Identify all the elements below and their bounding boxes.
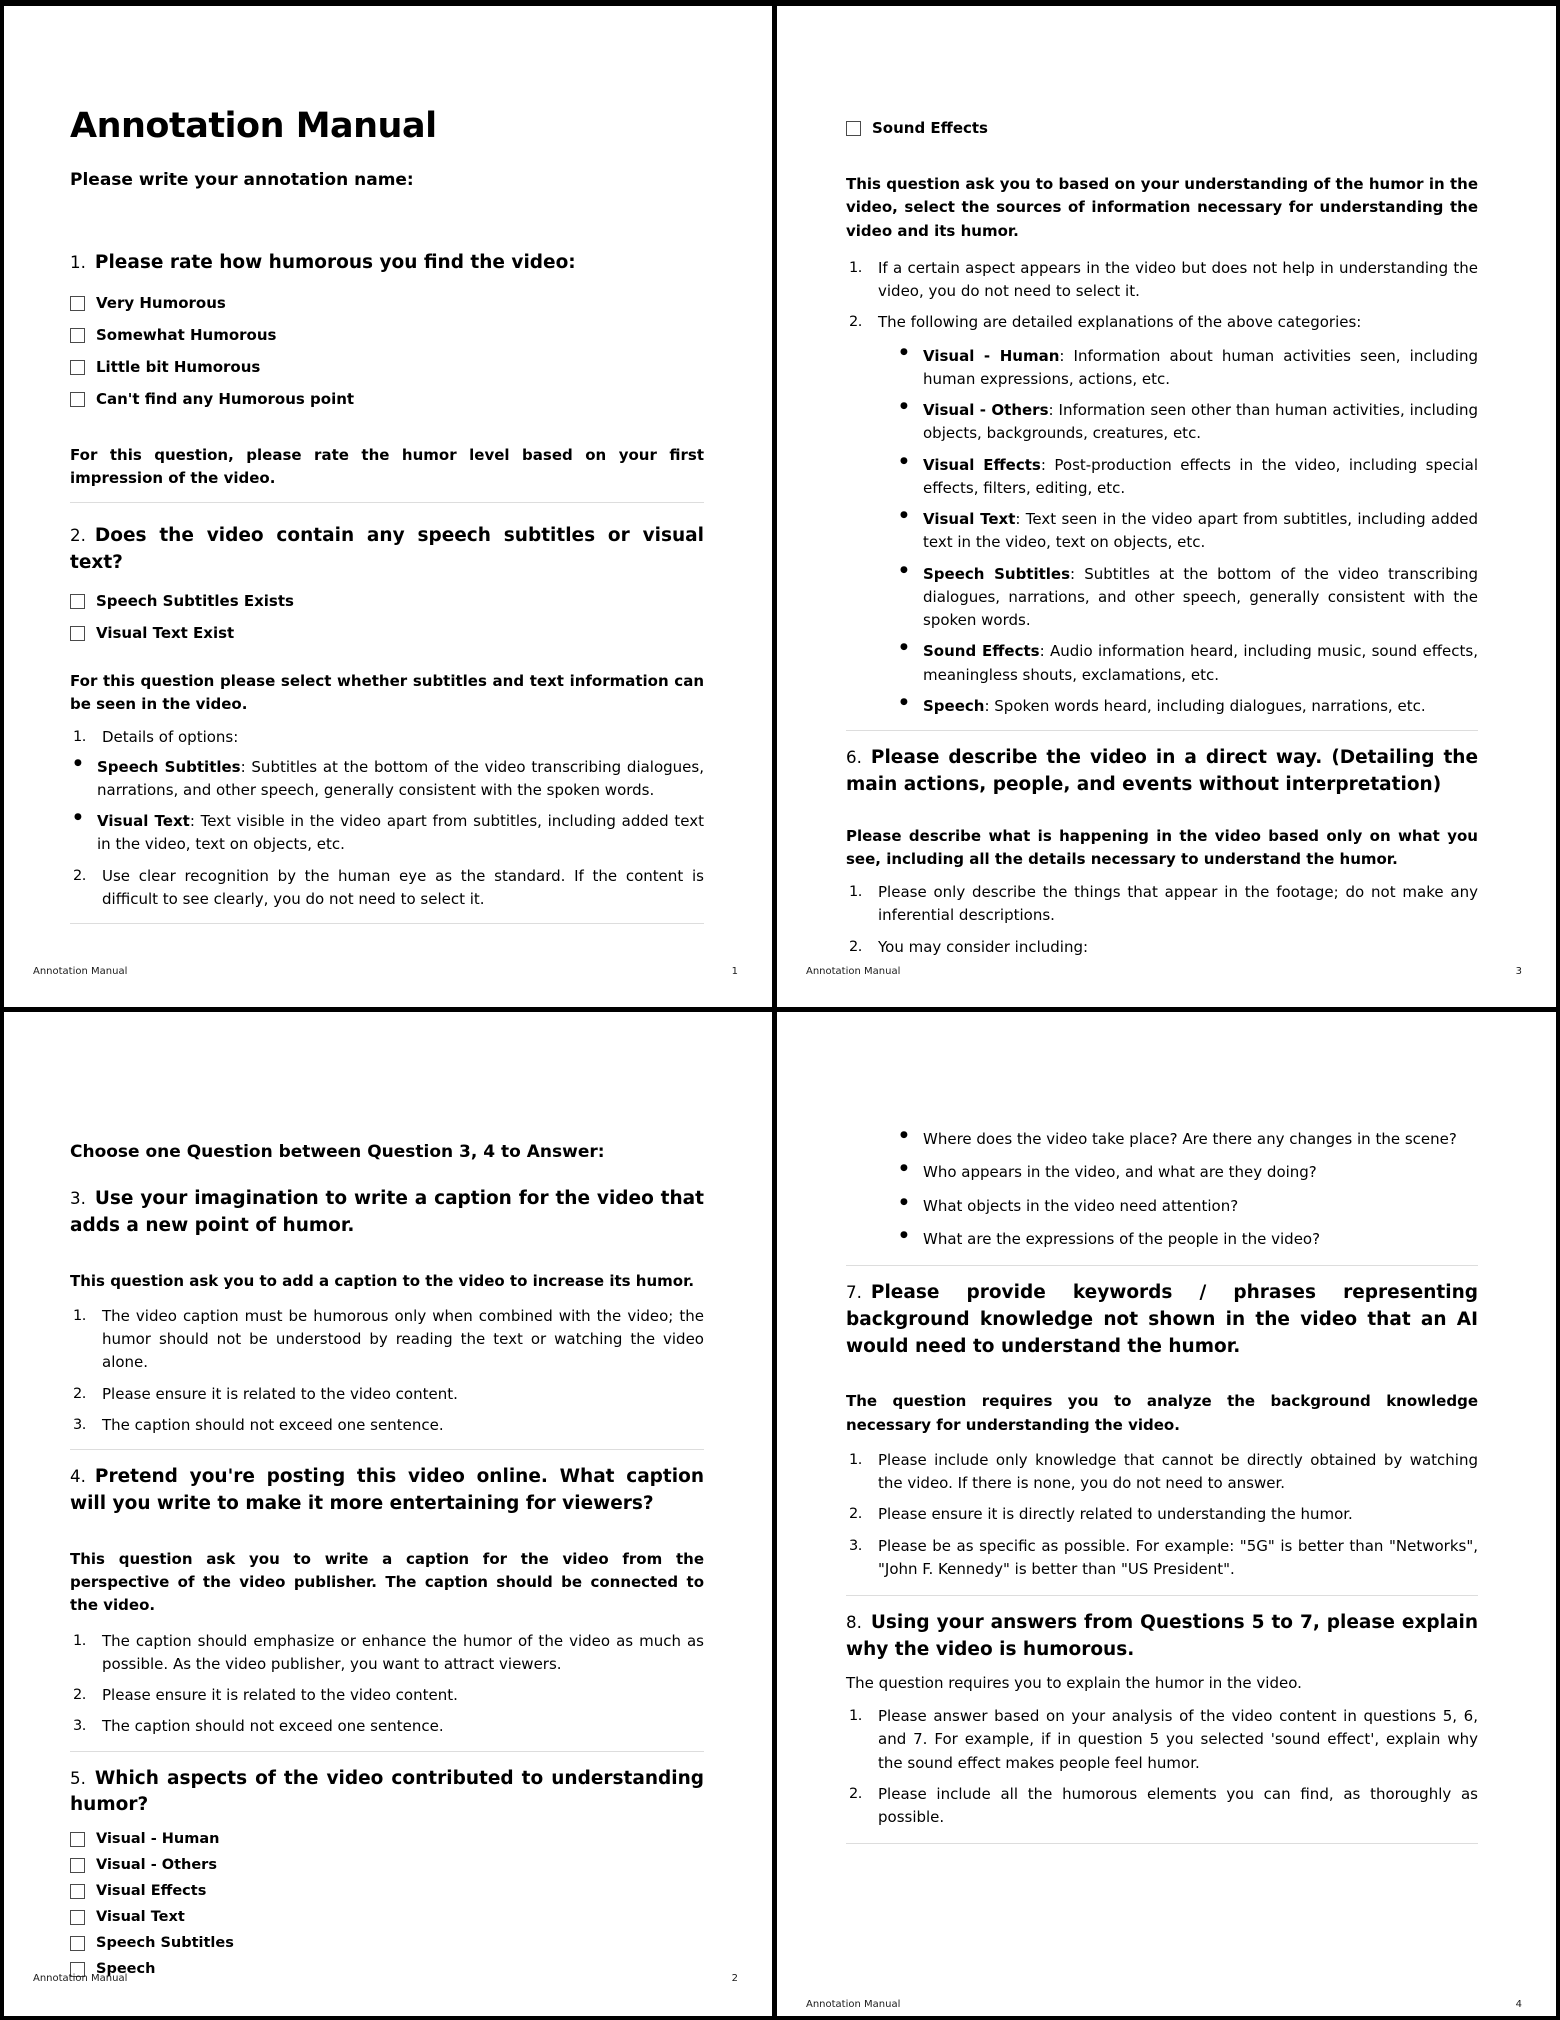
checkbox-option-visual-human[interactable] xyxy=(70,1829,704,1849)
checkbox-label: Can't find any Humorous point xyxy=(96,389,355,408)
bullet-term: Speech xyxy=(923,696,985,715)
item-text: You may consider including: xyxy=(878,937,1089,956)
bullet-icon: ● xyxy=(900,401,908,411)
bullet-item xyxy=(70,810,704,857)
question-text: Use your imagination to write a caption for the video that adds a new point of humor. xyxy=(70,1188,704,1236)
numbered-item xyxy=(70,1305,704,1375)
question-number: 6. xyxy=(846,748,862,767)
numbered-item xyxy=(846,1449,1478,1496)
question-3-note: This question ask you to add a caption to the video to increase its humor. xyxy=(70,1271,695,1290)
item-number: 1. xyxy=(73,1307,86,1324)
question-4-heading xyxy=(70,1464,704,1518)
bullet-item xyxy=(896,563,1478,633)
bullet-text: What objects in the video need attention? xyxy=(923,1196,1239,1215)
item-text: Please be as specific as possible. For example: "5G" is better than "Networks", "John F. Kennedy" is better than "US President". xyxy=(878,1536,1478,1578)
question-text: Pretend you're posting this video online. What caption will you write to make it more entertaining for viewers? xyxy=(70,1466,704,1514)
bullet-item xyxy=(896,640,1478,687)
item-text: Please include all the humorous elements you can find, as thoroughly as possible. xyxy=(878,1784,1478,1827)
checkbox-option-visual-text-exist[interactable] xyxy=(70,623,704,644)
footer-title: Annotation Manual xyxy=(806,1999,901,2010)
item-text: The caption should not exceed one sentence. xyxy=(102,1717,444,1736)
bullet-term: Visual Effects xyxy=(923,455,1041,474)
numbered-item xyxy=(70,726,704,749)
item-text: The caption should emphasize or enhance the humor of the video as much as possible. As the video publisher, you want to attract viewers. xyxy=(102,1631,704,1673)
bullet-icon: ● xyxy=(900,1229,908,1240)
checkbox-icon[interactable] xyxy=(70,360,85,375)
bullet-term: Visual - Others xyxy=(923,401,1049,419)
annotation-name-prompt: Please write your annotation name: xyxy=(70,170,414,190)
checkbox-icon[interactable] xyxy=(70,392,85,407)
page-1 xyxy=(4,6,772,1007)
question-number: 5. xyxy=(70,1768,86,1788)
bullet-term: Visual Text xyxy=(923,510,1016,528)
question-6-heading xyxy=(846,745,1478,799)
bullet-desc: : Text seen in the video apart from subtitles, including added text in the video, text on objects, etc. xyxy=(923,510,1478,552)
page-number: 1 xyxy=(731,966,738,977)
page-footer xyxy=(33,966,742,977)
bullet-item xyxy=(896,1128,1478,1151)
item-number: 1. xyxy=(73,729,86,746)
bullet-item xyxy=(70,756,704,803)
bullet-item xyxy=(896,1228,1478,1251)
item-number: 1. xyxy=(849,1708,862,1725)
checkbox-label: Sound Effects xyxy=(872,119,988,137)
divider xyxy=(70,502,704,503)
consider-bullet-list xyxy=(896,1128,1478,1251)
numbered-item xyxy=(846,1503,1478,1526)
item-number: 2. xyxy=(73,867,86,884)
bullet-icon: ● xyxy=(74,812,82,823)
bullet-icon: ● xyxy=(900,510,908,520)
checkbox-icon[interactable] xyxy=(70,1858,85,1873)
bullet-desc: : Audio information heard, including music, sound effects, meaningless shouts, exclamations, etc. xyxy=(923,642,1478,684)
divider xyxy=(846,1843,1478,1844)
bullet-icon: ● xyxy=(900,564,908,575)
divider xyxy=(846,1265,1478,1266)
footer-title: Annotation Manual xyxy=(33,966,128,977)
question-8-note: The question requires you to explain the humor in the video. xyxy=(846,1673,1302,1692)
numbered-item xyxy=(70,1630,704,1677)
numbered-item xyxy=(846,936,1478,959)
item-number: 2. xyxy=(849,1785,862,1802)
page-footer xyxy=(33,1973,742,1984)
checkbox-label: Very Humorous xyxy=(96,293,226,312)
item-number: 1. xyxy=(73,1632,86,1649)
page-title: Annotation Manual xyxy=(70,106,437,146)
page-number: 3 xyxy=(1515,966,1522,977)
item-number: 1. xyxy=(849,884,862,901)
bullet-term: Sound Effects xyxy=(923,642,1040,661)
numbered-item xyxy=(70,1414,704,1437)
item-number: 3. xyxy=(73,1416,86,1433)
bullet-item xyxy=(896,345,1478,392)
bullet-term: Speech Subtitles xyxy=(97,757,241,776)
bullet-term: Visual Text xyxy=(97,812,190,831)
item-text: Please ensure it is related to the video content. xyxy=(102,1686,458,1704)
checkbox-option-somewhat-humorous[interactable] xyxy=(70,325,704,346)
checkbox-label: Visual - Others xyxy=(96,1857,217,1874)
item-number: 2. xyxy=(849,1506,862,1523)
item-text: Please only describe the things that appear in the footage; do not make any inferential descriptions. xyxy=(878,883,1478,925)
checkbox-icon[interactable] xyxy=(70,1884,85,1899)
page-2 xyxy=(4,1012,772,2016)
item-number: 3. xyxy=(849,1537,862,1554)
checkbox-option-speech-subtitles-exists[interactable] xyxy=(70,591,704,612)
checkbox-option-visual-others[interactable] xyxy=(70,1855,704,1875)
item-text: Please ensure it is related to the video content. xyxy=(102,1384,458,1403)
page-3 xyxy=(777,6,1556,1007)
category-bullet-list xyxy=(896,345,1478,719)
divider xyxy=(70,1449,704,1450)
checkbox-icon[interactable] xyxy=(70,1936,85,1951)
checkbox-label: Visual Text Exist xyxy=(96,623,235,642)
checkbox-icon[interactable] xyxy=(70,594,85,609)
checkbox-label: Visual - Human xyxy=(96,1831,220,1848)
bullet-item xyxy=(896,1161,1478,1184)
bullet-desc: : Subtitles at the bottom of the video transcribing dialogues, narrations, and other speech, generally consistent with the spoken words. xyxy=(97,757,704,799)
chooser-instruction: Choose one Question between Question 3, 4 to Answer: xyxy=(70,1142,605,1162)
numbered-item xyxy=(70,1715,704,1738)
numbered-item xyxy=(70,1684,704,1707)
item-text: Use clear recognition by the human eye as the standard. If the content is difficult to see clearly, you do not need to select it. xyxy=(102,866,704,908)
question-5-heading xyxy=(70,1766,704,1820)
numbered-item xyxy=(70,865,704,912)
question-2-heading xyxy=(70,523,704,577)
bullet-term: Speech Subtitles xyxy=(923,564,1071,583)
item-number: 2. xyxy=(73,1385,86,1402)
question-4-note: This question ask you to write a caption for the video from the perspective of the video publisher. The caption should be connected to the video. xyxy=(70,1549,704,1615)
page-4 xyxy=(777,1012,1556,2016)
bullet-item xyxy=(896,399,1478,446)
numbered-item xyxy=(846,1783,1478,1830)
question-text: Which aspects of the video contributed to understanding humor? xyxy=(70,1767,704,1816)
question-7-note: The question requires you to analyze the background knowledge necessary for understanding the video. xyxy=(846,1392,1478,1434)
bullet-icon: ● xyxy=(900,455,908,466)
bullet-icon: ● xyxy=(900,642,908,653)
item-text: Please include only knowledge that cannot be directly obtained by watching the video. If there is none, you do not need to answer. xyxy=(878,1450,1478,1493)
checkbox-label: Speech Subtitles Exists xyxy=(96,591,294,610)
bullet-term: Visual - Human xyxy=(923,346,1060,365)
question-3-heading xyxy=(70,1186,704,1240)
question-text: Please provide keywords / phrases representing background knowledge not shown in the video that an AI would need to understand the humor. xyxy=(846,1282,1478,1357)
checkbox-option-visual-text[interactable] xyxy=(70,1907,704,1927)
divider xyxy=(70,923,704,924)
question-2-note: For this question please select whether subtitles and text information can be seen in the video. xyxy=(70,671,704,714)
checkbox-option-sound-effects[interactable] xyxy=(846,118,1478,139)
item-text: Please ensure it is directly related to understanding the humor. xyxy=(878,1505,1353,1524)
checkbox-option-cant-find-humorous-point[interactable] xyxy=(70,389,704,410)
bullet-desc: : Information seen other than human activities, including objects, backgrounds, creatures, etc. xyxy=(923,401,1478,443)
bullet-text: Where does the video take place? Are there any changes in the scene? xyxy=(923,1130,1457,1148)
item-text: The caption should not exceed one sentence. xyxy=(102,1415,444,1434)
question-number: 3. xyxy=(70,1189,86,1208)
numbered-item xyxy=(846,257,1478,304)
question-2-options xyxy=(70,591,704,644)
checkbox-option-visual-effects[interactable] xyxy=(70,1881,704,1901)
bullet-icon: ● xyxy=(900,1196,908,1207)
bullet-item xyxy=(896,1195,1478,1218)
page-footer xyxy=(806,966,1526,977)
divider xyxy=(70,1751,704,1752)
item-number: 3. xyxy=(73,1718,86,1735)
question-number: 7. xyxy=(846,1283,862,1302)
question-text: Using your answers from Questions 5 to 7, please explain why the video is humorous. xyxy=(846,1612,1478,1660)
item-text: Please answer based on your analysis of the video content in questions 5, 6, and 7. For example, if in question 5 you selected 'sound effect', explain why the sound effect makes people feel humor. xyxy=(878,1707,1478,1772)
item-number: 2. xyxy=(849,314,862,331)
checkbox-label: Somewhat Humorous xyxy=(96,325,277,344)
item-number: 1. xyxy=(849,1451,862,1468)
question-7-heading xyxy=(846,1280,1478,1360)
numbered-item xyxy=(70,1383,704,1406)
bullet-desc: : Information about human activities seen, including human expressions, actions, etc. xyxy=(923,346,1478,388)
question-number: 8. xyxy=(846,1613,862,1633)
question-5-intro-note: This question ask you to based on your understanding of the humor in the video, select the sources of information necessary for understanding the video and its humor. xyxy=(846,175,1478,240)
item-text: The following are detailed explanations of the above categories: xyxy=(878,313,1362,332)
question-5-options xyxy=(70,1829,704,1979)
item-number: 2. xyxy=(849,938,862,955)
question-8-heading xyxy=(846,1610,1478,1664)
checkbox-label: Visual Effects xyxy=(96,1883,207,1900)
checkbox-icon[interactable] xyxy=(70,1832,85,1847)
divider xyxy=(846,1595,1478,1596)
question-6-note: Please describe what is happening in the video based only on what you see, including all the details necessary to understand the humor. xyxy=(846,826,1478,868)
numbered-item xyxy=(846,311,1478,334)
numbered-item xyxy=(846,881,1478,928)
numbered-item xyxy=(846,1705,1478,1775)
checkbox-icon[interactable] xyxy=(70,1910,85,1925)
item-text: Details of options: xyxy=(102,728,239,747)
bullet-text: Who appears in the video, and what are they doing? xyxy=(923,1163,1317,1182)
page-footer xyxy=(806,1999,1526,2010)
bullet-icon: ● xyxy=(900,346,908,357)
page-number: 2 xyxy=(731,1973,738,1984)
footer-title: Annotation Manual xyxy=(806,966,901,977)
bullet-icon: ● xyxy=(74,757,82,768)
question-number: 1. xyxy=(70,253,86,272)
checkbox-icon[interactable] xyxy=(846,121,861,136)
bullet-desc: : Text visible in the video apart from subtitles, including added text in the video, text on objects, etc. xyxy=(97,812,705,854)
checkbox-option-very-humorous[interactable] xyxy=(70,293,704,314)
checkbox-label: Visual Text xyxy=(96,1909,185,1926)
bullet-item xyxy=(896,508,1478,555)
page-number: 4 xyxy=(1515,1999,1522,2010)
bullet-desc: : Post-production effects in the video, including special effects, filters, editing, etc. xyxy=(923,455,1478,497)
bullet-desc: : Spoken words heard, including dialogues, narrations, etc. xyxy=(984,696,1426,715)
bullet-icon: ● xyxy=(900,1163,908,1174)
checkbox-option-speech-subtitles[interactable] xyxy=(70,1933,704,1953)
bullet-item xyxy=(896,695,1478,718)
question-number: 2. xyxy=(70,526,86,546)
question-1-note: For this question, please rate the humor level based on your first impression of the video. xyxy=(70,445,704,488)
bullet-icon: ● xyxy=(900,696,908,707)
question-1-options xyxy=(70,293,704,410)
item-text: The video caption must be humorous only when combined with the video; the humor should not be understood by reading the text or watching the video alone. xyxy=(102,1306,704,1372)
item-text: If a certain aspect appears in the video but does not help in understanding the video, you do not need to select it. xyxy=(878,258,1478,300)
checkbox-icon[interactable] xyxy=(70,328,85,343)
question-text: Does the video contain any speech subtitles or visual text? xyxy=(70,525,704,574)
checkbox-label: Little bit Humorous xyxy=(96,357,261,376)
bullet-desc: : Subtitles at the bottom of the video transcribing dialogues, narrations, and other speech, generally consistent with the spoken words. xyxy=(923,564,1478,629)
question-text: Please rate how humorous you find the video: xyxy=(94,252,576,273)
question-number: 4. xyxy=(70,1467,86,1487)
bullet-text: What are the expressions of the people in the video? xyxy=(923,1229,1321,1248)
checkbox-label: Speech Subtitles xyxy=(96,1935,234,1952)
checkbox-option-little-bit-humorous[interactable] xyxy=(70,357,704,378)
numbered-item xyxy=(846,1535,1478,1582)
divider xyxy=(846,730,1478,731)
checkbox-label: Speech xyxy=(96,1961,156,1978)
question-text: Please describe the video in a direct way. (Detailing the main actions, people, and events without interpretation) xyxy=(846,747,1478,795)
footer-title: Annotation Manual xyxy=(33,1973,128,1984)
item-number: 2. xyxy=(73,1687,86,1703)
checkbox-icon[interactable] xyxy=(70,626,85,641)
item-number: 1. xyxy=(849,259,862,276)
checkbox-icon[interactable] xyxy=(70,296,85,311)
bullet-icon: ● xyxy=(900,1130,908,1140)
question-1-heading xyxy=(70,250,704,277)
bullet-item xyxy=(896,454,1478,501)
